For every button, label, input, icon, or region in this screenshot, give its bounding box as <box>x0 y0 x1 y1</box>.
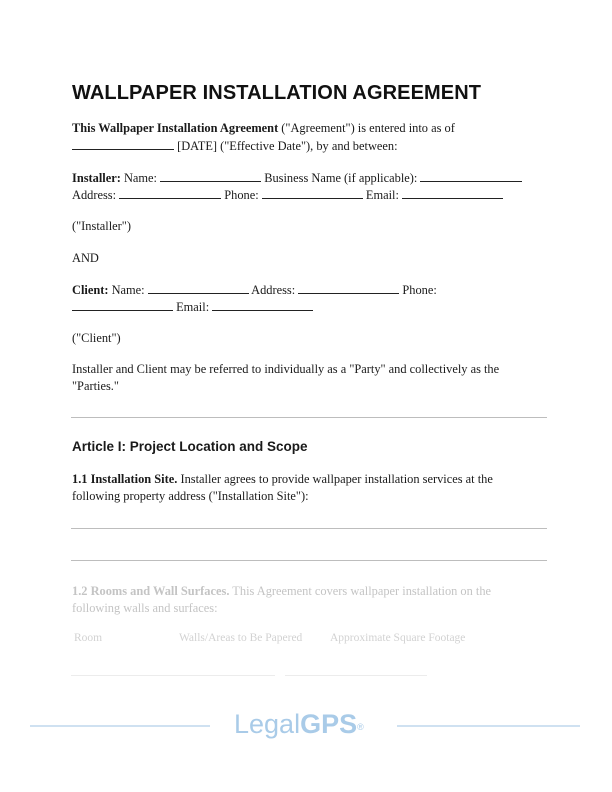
article-1-heading: Article I: Project Location and Scope <box>72 439 308 454</box>
table-row-line-2 <box>285 675 427 676</box>
client-line-1 <box>72 281 437 299</box>
installer-name-blank <box>160 169 261 182</box>
section-1-1-title: 1.1 Installation Site. <box>72 472 178 486</box>
table-header-sqft: Approximate Square Footage <box>330 632 466 644</box>
section-1-2-title: 1.2 Rooms and Wall Surfaces. <box>72 584 230 598</box>
intro-line-2 <box>72 137 398 155</box>
installer-phone-label: Phone: <box>221 188 262 202</box>
intro-paragraph <box>72 120 455 137</box>
installer-line-1 <box>72 169 522 187</box>
installer-email-blank <box>402 186 503 199</box>
client-phone-label: Phone: <box>399 283 437 297</box>
installer-email-label: Email: <box>362 188 403 202</box>
document-title: WALLPAPER INSTALLATION AGREEMENT <box>72 82 482 104</box>
section-1-1-line-2: following property address ("Installation Site"): <box>72 489 309 503</box>
installer-phone-blank <box>262 186 363 199</box>
client-phone-blank <box>72 298 173 311</box>
intro-bold: This Wallpaper Installation Agreement <box>72 121 279 135</box>
registered-mark: ® <box>357 722 364 732</box>
address-line-1 <box>71 528 547 529</box>
client-role: ("Client") <box>72 331 121 345</box>
installer-name-label: Name: <box>120 171 161 185</box>
client-email-blank <box>212 298 313 311</box>
installer-business-blank <box>420 169 522 182</box>
footer-line-right <box>397 725 580 727</box>
parties-line-2: "Parties." <box>72 379 119 393</box>
client-address-blank <box>298 281 399 294</box>
legalgps-logo <box>234 707 364 741</box>
client-email-label: Email: <box>173 300 213 314</box>
logo-gps-text: GPS <box>300 709 358 739</box>
and-text: AND <box>72 251 99 265</box>
installer-address-label: Address: <box>72 188 120 202</box>
section-divider <box>71 417 547 418</box>
address-line-2 <box>71 560 547 561</box>
footer-line-left <box>30 725 210 727</box>
table-row-line-1 <box>71 675 275 676</box>
logo-legal-text: Legal <box>234 709 301 739</box>
section-1-1-text: Installer agrees to provide wallpaper installation services at the <box>177 472 493 486</box>
parties-line-1: Installer and Client may be referred to individually as a "Party" and collectively as the <box>72 362 500 376</box>
installer-address-blank <box>119 186 221 199</box>
table-header-walls: Walls/Areas to Be Papered <box>179 632 303 644</box>
section-1-1-line-1 <box>72 471 493 488</box>
section-1-2-line-2: following walls and surfaces: <box>72 601 218 615</box>
section-1-2-text: This Agreement covers wallpaper installation on the <box>229 584 492 598</box>
intro-text: ("Agreement") is entered into as of <box>278 121 455 135</box>
table-header-room: Room <box>74 632 103 644</box>
installer-line-2 <box>72 186 503 204</box>
installer-role: ("Installer") <box>72 219 131 233</box>
intro-text-2: [DATE] ("Effective Date"), by and between: <box>174 139 398 153</box>
client-name-label: Name: <box>108 283 148 297</box>
installer-business-label: Business Name (if applicable): <box>261 171 421 185</box>
client-address-label: Address: <box>248 283 299 297</box>
date-blank <box>72 137 174 150</box>
client-heading: Client: <box>72 283 109 297</box>
installer-heading: Installer: <box>72 171 121 185</box>
client-name-blank <box>148 281 249 294</box>
section-1-2-line-1 <box>72 583 491 600</box>
client-line-2 <box>72 298 313 316</box>
